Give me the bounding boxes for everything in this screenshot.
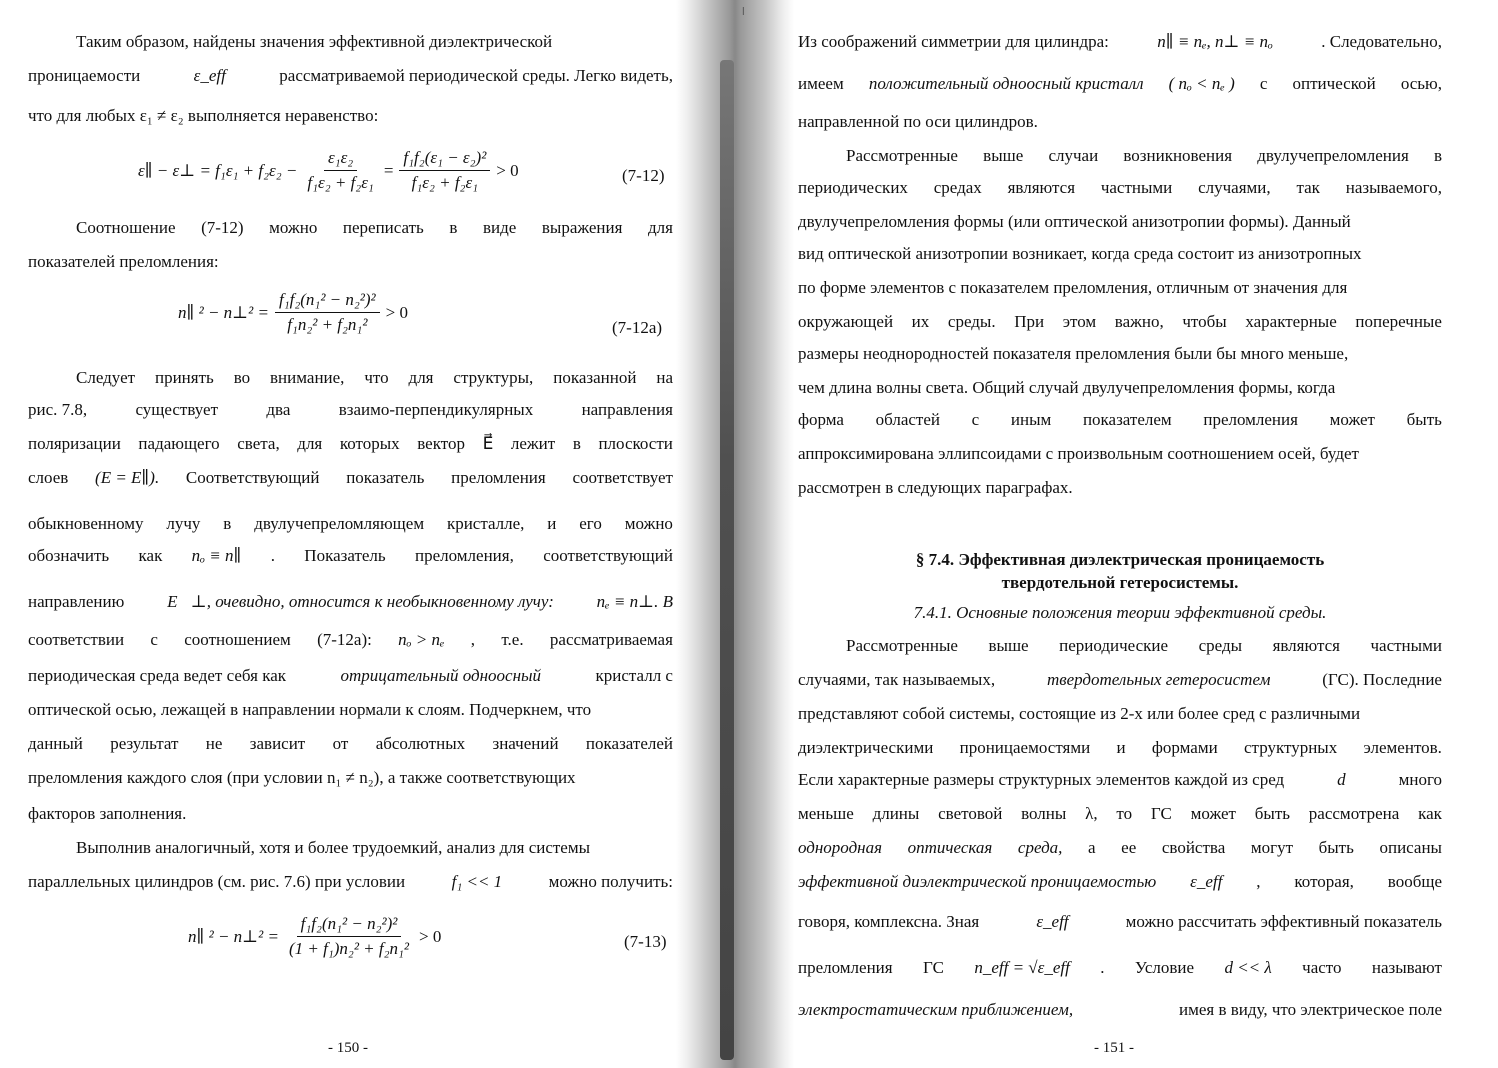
text-line: форма областей с иным показателем преломления может быть — [798, 410, 1442, 429]
text-line: электростатическим приближением, имея в виду, что электрическое поле — [798, 1000, 1442, 1019]
text-line: эффективной диэлектрической проницаемостью ε_eff , которая, вообще — [798, 872, 1442, 891]
text-line: аппроксимирована эллипсоидами с произвольным соотношением осей, будет — [798, 444, 1359, 463]
text-line: по форме элементов с показателем преломления, отличным от значения для — [798, 278, 1348, 297]
text-line: случаями, так называемых, твердотельных гетеросистем (ГС). Последние — [798, 670, 1442, 689]
equation-7-12: ε∥ − ε⊥ = f₁ε₁ + f₂ε₂ − $\frac{\text{ε₁ε₂}}{\text{f₁ε₂ + f₂ε₁}}$ = $\frac{\text{f₁f₂(ε₁ − ε₂)²}}{\text{f₁ε₂ + f₂ε₁}}$ > 0 — [138, 148, 519, 192]
equation-number: (7-12) — [622, 166, 665, 185]
text-line: размеры неоднородностей показателя преломления были бы много меньше, — [798, 344, 1349, 363]
text-line: однородная оптическая среда, а ее свойства могут быть описаны — [798, 838, 1442, 857]
page-number: - 151 - — [1094, 1040, 1134, 1056]
gutter-mark: ǀ — [742, 4, 745, 18]
text-line: вид оптической анизотропии возникает, когда среда состоит из анизотропных — [798, 244, 1362, 263]
text-line: Рассмотренные выше периодические среды являются частными — [846, 636, 1442, 655]
text-line: данный результат не зависит от абсолютных значений показателей — [28, 734, 673, 753]
text-line: Выполнив аналогичный, хотя и более трудоемкий, анализ для системы — [76, 838, 591, 857]
text-line: обозначить как nₒ ≡ n∥ . Показатель преломления, соответствующий — [28, 546, 673, 565]
text-line: меньше длины световой волны λ, то ГС может быть рассмотрена как — [798, 804, 1442, 823]
text-line: представляют собой системы, состоящие из 2-х или более сред с различными — [798, 704, 1361, 723]
text-line: проницаемости ε_eff рассматриваемой периодической среды. Легко видеть, — [28, 66, 673, 85]
text-line: Из соображений симметрии для цилиндра: n∥ ≡ nₑ, n⊥ ≡ nₒ . Следовательно, — [798, 32, 1442, 51]
text-line: окружающей их среды. При этом важно, чтобы характерные поперечные — [798, 312, 1442, 331]
text-line: направленной по оси цилиндров. — [798, 112, 1038, 131]
book-gutter — [676, 0, 794, 1068]
text-line: Таким образом, найдены значения эффективной диэлектрической — [76, 32, 553, 51]
text-line: показателей преломления: — [28, 252, 219, 271]
text-line: Рассмотренные выше случаи возникновения двулучепреломления в — [846, 146, 1442, 165]
text-line: двулучепреломления формы (или оптической анизотропии формы). Данный — [798, 212, 1351, 231]
text-line: периодических средах являются частными случаями, так называемого, — [798, 178, 1442, 197]
right-page — [798, 0, 1442, 1068]
text-line: оптической осью, лежащей в направлении нормали к слоям. Подчеркнем, что — [28, 700, 592, 719]
text-line: говоря, комплексна. Зная ε_eff можно рассчитать эффективный показатель — [798, 912, 1442, 931]
text-line: поляризации падающего света, для которых вектор E⃗ лежит в плоскости — [28, 434, 673, 453]
left-page — [28, 0, 673, 1068]
page-number: - 150 - — [328, 1040, 368, 1056]
text-line: слоев (E = E∥). Соответствующий показатель преломления соответствует — [28, 468, 673, 487]
text-line: рис. 7.8, существует два взаимо-перпендикулярных направления — [28, 400, 673, 419]
text-line: обыкновенному лучу в двулучепреломляющем кристалле, и его можно — [28, 514, 673, 533]
equation-7-13: n∥ ² − n⊥² = $\frac{\text{f₁f₂(n₁² − n₂²)²}}{\text{(1 + f₁)n₂² + f₂n₁²}}$ > 0 — [188, 914, 442, 958]
text-line: преломления каждого слоя (при условии n₁ ≠ n₂), а также соответствующих — [28, 768, 576, 787]
subsection-heading: 7.4.1. Основные положения теории эффективной среды. — [913, 603, 1327, 622]
text-line: соответствии с соотношением (7-12a): nₒ > nₑ , т.е. рассматриваемая — [28, 630, 673, 649]
text-line: периодическая среда ведет себя как отрицательный одноосный кристалл с — [28, 666, 673, 685]
text-line: направлению E⃗⊥, очевидно, относится к необыкновенному лучу: nₑ ≡ n⊥. В — [28, 592, 673, 611]
text-line: преломления ГС n_eff = √ε_eff . Условие d << λ часто называют — [798, 958, 1442, 977]
section-heading: § 7.4. Эффективная диэлектрическая проницаемость — [915, 550, 1325, 569]
text-line: параллельных цилиндров (см. рис. 7.6) при условии f₁ << 1 можно получить: — [28, 872, 673, 891]
equation-number: (7-13) — [624, 932, 667, 951]
equation-number: (7-12a) — [612, 318, 663, 337]
text-line: Если характерные размеры структурных элементов каждой из сред d много — [798, 770, 1442, 789]
gutter-shadow — [720, 60, 734, 1060]
text-line: имеем положительный одноосный кристалл ( nₒ < nₑ ) с оптической осью, — [798, 74, 1442, 93]
equation-7-12a: n∥ ² − n⊥² = $\frac{\text{f₁f₂(n₁² − n₂²)²}}{\text{f₁n₂² + f₂n₁²}}$ > 0 — [178, 290, 408, 334]
text-line: Следует принять во внимание, что для структуры, показанной на — [76, 368, 673, 387]
text-line: рассмотрен в следующих параграфах. — [798, 478, 1073, 497]
text-line: диэлектрическими проницаемостями и формами структурных элементов. — [798, 738, 1442, 757]
text-line: что для любых ε₁ ≠ ε₂ выполняется неравенство: — [28, 106, 379, 125]
text-line: Соотношение (7-12) можно переписать в виде выражения для — [76, 218, 673, 237]
text-line: чем длина волны света. Общий случай двулучепреломления формы, когда — [798, 378, 1336, 397]
section-heading: твердотельной гетеросистемы. — [1001, 573, 1239, 592]
text-line: факторов заполнения. — [28, 804, 187, 823]
